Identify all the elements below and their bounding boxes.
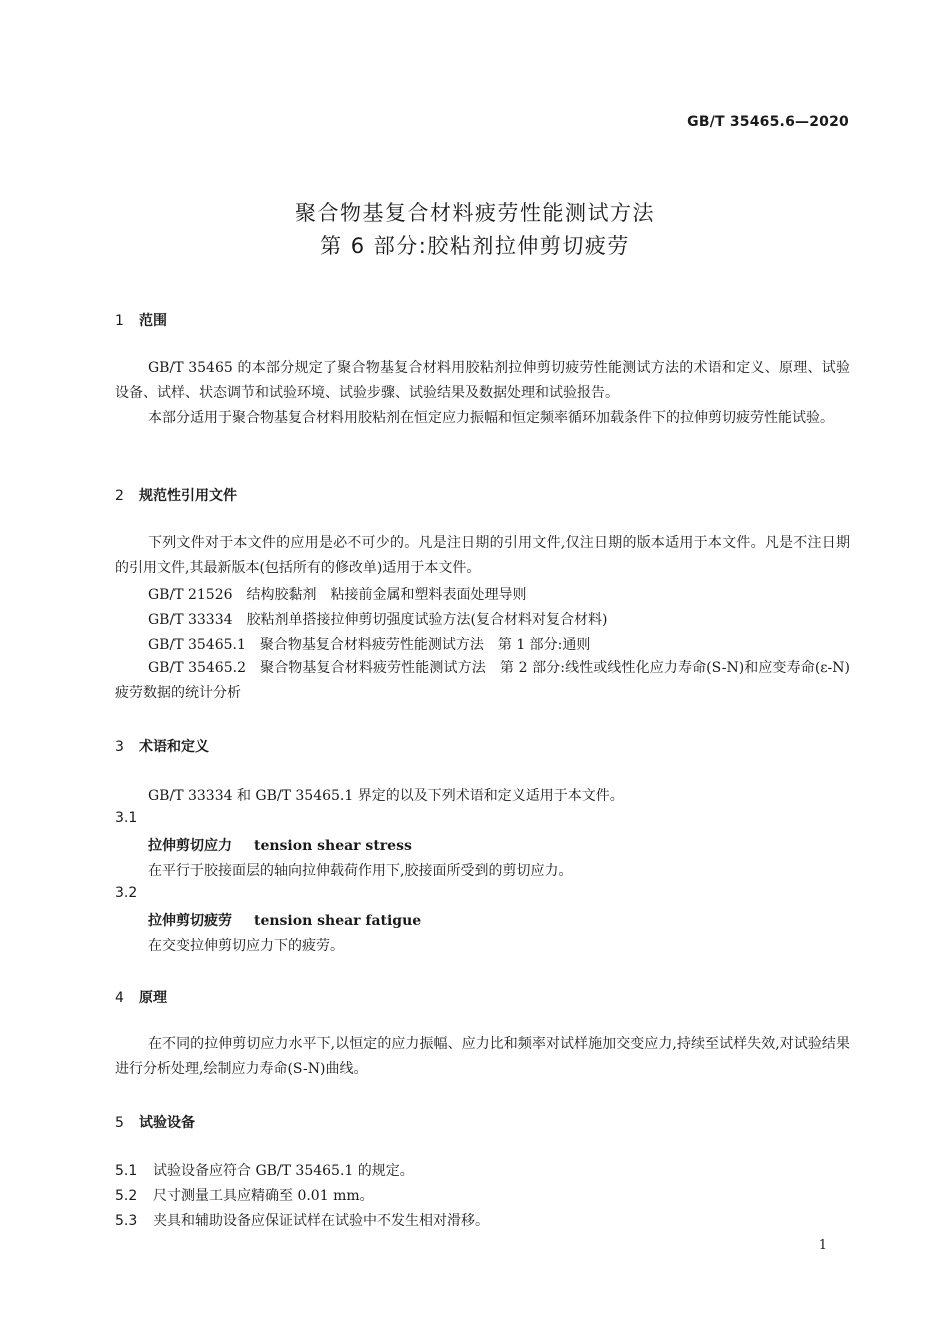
section-1-heading [115, 310, 167, 330]
term-definition: 在平行于胶接面层的轴向拉伸载荷作用下,胶接面所受到的剪切应力。 [148, 863, 573, 879]
section-5-heading [115, 1112, 195, 1132]
section-number: 4 [115, 990, 124, 1006]
item-text: 试验设备应符合 GB/T 35465.1 的规定。 [153, 1163, 414, 1179]
document-title-line2: 第 6 部分:胶粘剂拉伸剪切疲劳 [320, 234, 630, 258]
item-number: 5.1 [115, 1163, 138, 1179]
item-number: 5.2 [115, 1188, 138, 1204]
document-title-line1: 聚合物基复合材料疲劳性能测试方法 [295, 201, 655, 225]
item-text: 夹具和辅助设备应保证试样在试验中不发生相对滑移。 [153, 1213, 489, 1229]
standard-code: GB/T 35465.6—2020 [687, 114, 849, 130]
list-item [115, 1210, 489, 1230]
section-number: 5 [115, 1115, 124, 1131]
list-item [115, 1185, 374, 1205]
section-title: 试验设备 [139, 1115, 195, 1131]
section-title: 原理 [139, 990, 167, 1006]
item-number: 5.3 [115, 1213, 138, 1229]
reference-name: 胶粘剂单搭接拉伸剪切强度试验方法(复合材料对复合材料) [246, 612, 608, 628]
reference-code: GB/T 35465.2 [148, 660, 246, 676]
section-title: 范围 [139, 313, 167, 329]
term-chinese: 拉伸剪切应力 [148, 838, 232, 854]
page-number: 1 [818, 1238, 827, 1253]
reference-item [148, 634, 590, 654]
term-number: 3.2 [115, 885, 138, 901]
reference-item [148, 609, 607, 629]
item-text: 尺寸测量工具应精确至 0.01 mm。 [153, 1188, 374, 1204]
section-title: 术语和定义 [139, 739, 209, 755]
reference-code: GB/T 33334 [148, 612, 233, 628]
section-1-paragraph-1: GB/T 35465 的本部分规定了聚合物基复合材料用胶粘剂拉伸剪切疲劳性能测试方法的术语和定义、原理、试验设备、试样、状态调节和试验环境、试验步骤、试验结果及数据处理和试验报告。 [115, 360, 850, 401]
reference-name: 聚合物基复合材料疲劳性能测试方法 第 2 部分:线性或线性化应力寿命(S-N)和应变寿命(ε-N)疲劳数据的统计分析 [115, 660, 851, 701]
section-2-intro: 下列文件对于本文件的应用是必不可少的。凡是注日期的引用文件,仅注日期的版本适用于本文件。凡是不注日期的引用文件,其最新版本(包括所有的修改单)适用于本文件。 [115, 535, 850, 576]
reference-item [115, 656, 850, 706]
term-heading [148, 835, 412, 855]
reference-code: GB/T 35465.1 [148, 637, 246, 653]
section-number: 1 [115, 313, 124, 329]
section-number: 3 [115, 739, 124, 755]
term-definition: 在交变拉伸剪切应力下的疲劳。 [148, 938, 344, 954]
section-3-intro: GB/T 33334 和 GB/T 35465.1 界定的以及下列术语和定义适用于本文件。 [148, 788, 624, 804]
term-english: tension shear fatigue [254, 913, 422, 929]
section-3-heading [115, 736, 209, 756]
term-english: tension shear stress [254, 838, 412, 854]
reference-item [148, 584, 527, 604]
section-title: 规范性引用文件 [139, 488, 237, 504]
section-4-paragraph: 在不同的拉伸剪切应力水平下,以恒定的应力振幅、应力比和频率对试样施加交变应力,持续至试样失效,对试验结果进行分析处理,绘制应力寿命(S-N)曲线。 [115, 1036, 850, 1077]
term-number: 3.1 [115, 810, 138, 826]
reference-name: 结构胶黏剂 粘接前金属和塑料表面处理导则 [246, 587, 527, 603]
reference-code: GB/T 21526 [148, 587, 233, 603]
term-chinese: 拉伸剪切疲劳 [148, 913, 232, 929]
section-2-heading [115, 485, 237, 505]
reference-name: 聚合物基复合材料疲劳性能测试方法 第 1 部分:通则 [259, 637, 591, 653]
section-1-paragraph-2: 本部分适用于聚合物基复合材料用胶粘剂在恒定应力振幅和恒定频率循环加载条件下的拉伸剪切疲劳性能试验。 [148, 410, 834, 426]
section-number: 2 [115, 488, 124, 504]
list-item [115, 1160, 414, 1180]
term-heading [148, 910, 421, 930]
section-4-heading [115, 987, 167, 1007]
